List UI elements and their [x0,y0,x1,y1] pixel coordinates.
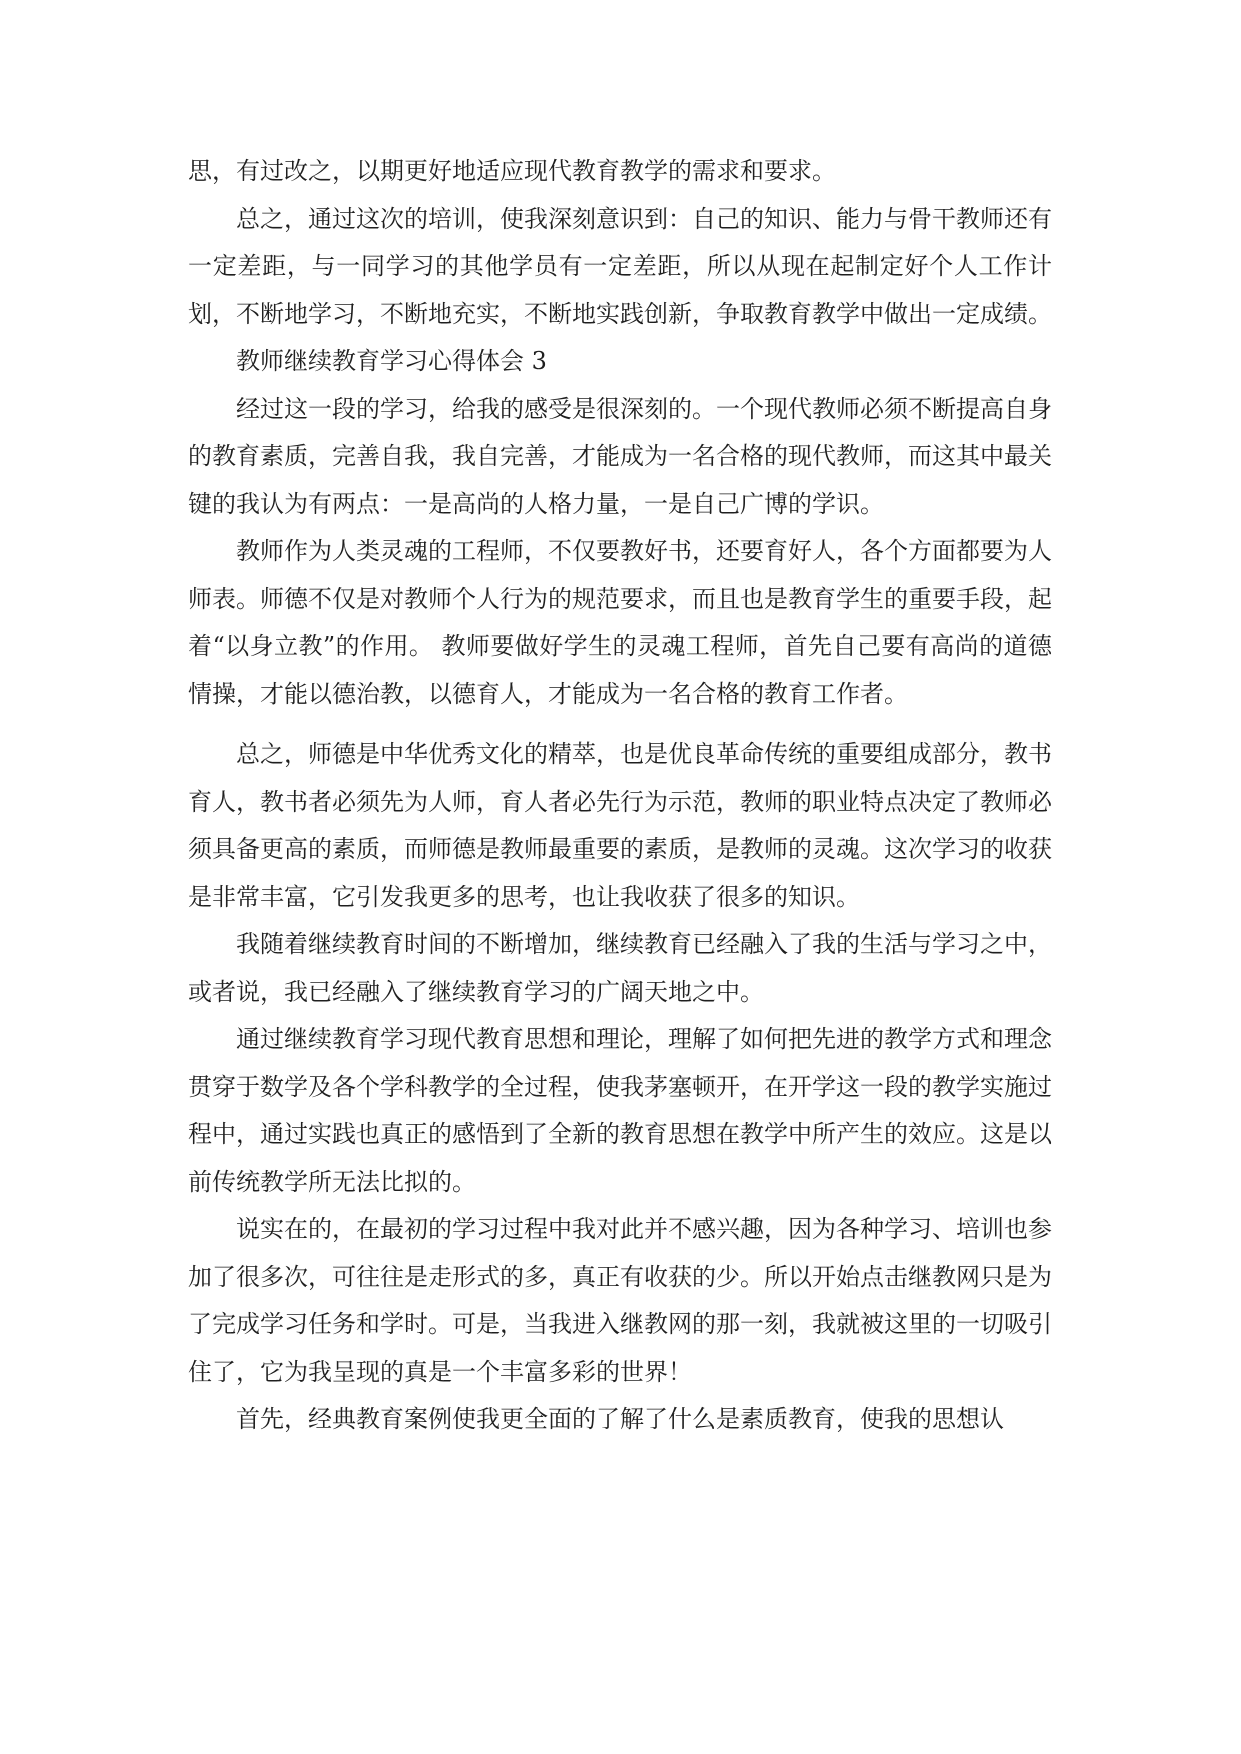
paragraph: 总之，师德是中华优秀文化的精萃，也是优良革命传统的重要组成部分，教书育人，教书者必须先为人师，育人者必先行为示范，教师的职业特点决定了教师必须具备更高的素质，而师德是教师最重要的素质，是教师的灵魂。这次学习的收获是非常丰富，它引发我更多的思考，也让我收获了很多的知识。 [188,740,1052,911]
document-body [188,148,1052,1444]
paragraph: 首先，经典教育案例使我更全面的了解了什么是素质教育，使我的思想认 [236,1405,1004,1433]
paragraph-continued: 思，有过改之，以期更好地适应现代教育教学的需求和要求。 [188,157,836,185]
paragraph: 说实在的，在最初的学习过程中我对此并不感兴趣，因为各种学习、培训也参加了很多次，可往往是走形式的多，真正有收获的少。所以开始点击继教网只是为了完成学习任务和学时。可是，当我进入继教网的那一刻，我就被这里的一切吸引住了，它为我呈现的真是一个丰富多彩的世界！ [188,1215,1052,1386]
paragraph: 总之，通过这次的培训，使我深刻意识到：自己的知识、能力与骨干教师还有一定差距，与一同学习的其他学员有一定差距，所以从现在起制定好个人工作计划，不断地学习，不断地充实，不断地实践创新，争取教育教学中做出一定成绩。 [188,204,1052,328]
section-heading: 教师继续教育学习心得体会 3 [236,347,547,375]
paragraph: 教师作为人类灵魂的工程师，不仅要教好书，还要育好人，各个方面都要为人师表。师德不仅是对教师个人行为的规范要求，而且也是教育学生的重要手段，起着“以身立教”的作用。 教师要做好学生的灵魂工程师，首先自己要有高尚的道德情操，才能以德治教，以德育人，才能成为一名合格的教育工作者。 [188,537,1052,708]
paragraph: 我随着继续教育时间的不断增加，继续教育已经融入了我的生活与学习之中，或者说，我已经融入了继续教育学习的广阔天地之中。 [188,930,1052,1006]
paragraph: 通过继续教育学习现代教育思想和理论，理解了如何把先进的教学方式和理念贯穿于数学及各个学科教学的全过程，使我茅塞顿开，在开学这一段的教学实施过程中，通过实践也真正的感悟到了全新的教育思想在教学中所产生的效应。这是以前传统教学所无法比拟的。 [188,1025,1052,1196]
paragraph: 经过这一段的学习，给我的感受是很深刻的。一个现代教师必须不断提高自身的教育素质，完善自我，我自完善，才能成为一名合格的现代教师，而这其中最关键的我认为有两点：一是高尚的人格力量，一是自己广博的学识。 [188,394,1052,518]
